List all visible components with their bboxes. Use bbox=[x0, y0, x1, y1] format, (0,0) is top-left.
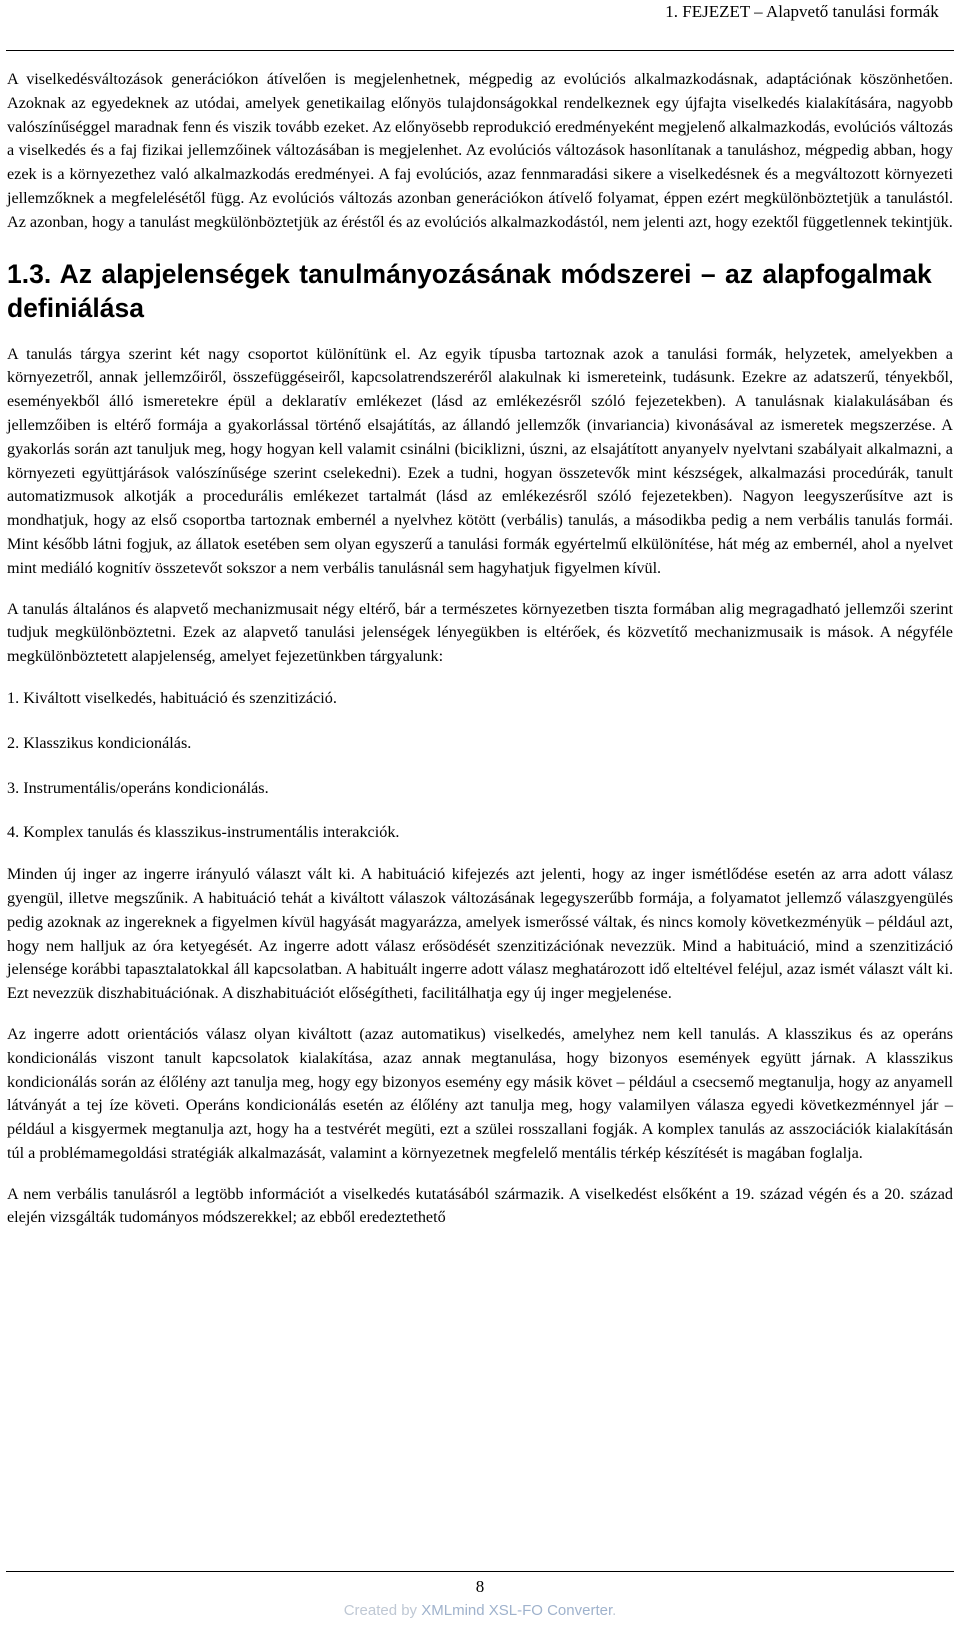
list-item: 4. Komplex tanulás és klasszikus-instrumentális interakciók. bbox=[7, 823, 400, 842]
paragraph-alapvento-mechanizmusok: A tanulás általános és alapvető mechanizmusait négy eltérő, bár a természetes környezetben tiszta formában alig megragadható jellemzői szerint tudjuk megkülönböztetni. Ezek az alapvető tanulási jelenségek lényegükben is eltérőek, és közvetítő mechanizmusaik is mások. A négyféle megkülönböztetett alapjelenség, amelyet fejezetünkben tárgyalunk: bbox=[7, 599, 953, 666]
list-item: 2. Klasszikus kondicionálás. bbox=[7, 733, 192, 752]
list-item: 1. Kiváltott viselkedés, habituáció és szenzitizáció. bbox=[7, 688, 337, 707]
paragraph-nem-verbalis-tanulas: A nem verbális tanulásról a legtöbb információt a viselkedés kutatásából származik. A viselkedést elsőként a 19. század végén és a 20. század elején vizsgálták tudományos módszerekkel; az ebből eredeztethető bbox=[7, 1184, 953, 1227]
section-heading: 1.3. Az alapjelenségek tanulmányozásának módszerei – az alapfogalmak definiálása bbox=[7, 258, 932, 323]
running-header bbox=[652, 0, 952, 24]
learning-phenomena-list bbox=[7, 687, 953, 845]
converter-watermark bbox=[0, 1601, 960, 1621]
intro-paragraph: A viselkedésváltozások generációkon átívelően is megjelenhetnek, mégpedig az evolúciós alkalmazkodásnak, adaptációnak köszönhetően. Azoknak az egyedeknek az utódai, amelyek genetikailag előnyös tulajdonságokkal rendelkeznek egy újfajta viselkedés kialakítására, nagyobb valószínűséggel maradnak fenn és viszik tovább ezeket. Az előnyösebb reprodukció eredményeként megjelenő alkalmazkodás, evolúciós változás a viselkedés és a faj fizikai jellemzőinek változásában is megjelenhet. Az evolúciós változások hasonlítanak a tanuláshoz, mégpedig abban, hogy ezek is a környezethez való alkalmazkodás eredményei. A faj evolúciós, azaz fennmaradási sikere a viselkedésnek és a megváltozott környezeti jellemzőknek a megfelelésétől függ. Az evolúciós változás azonban generációkon átívelő folyamat, éppen ezért megkülönböztetjük a tanulástól. Az azonban, hogy a tanulást megkülönböztetjük az éréstől és az evolúciós alkalmazkodástól, nem jelenti azt, hogy ezektől függetlennek tekintjük. bbox=[7, 70, 953, 231]
list-item: 3. Instrumentális/operáns kondicionálás. bbox=[7, 778, 269, 797]
watermark-suffix: . bbox=[612, 1602, 617, 1619]
converter-link[interactable]: XMLmind XSL-FO Converter bbox=[421, 1602, 613, 1619]
footer-divider bbox=[6, 1571, 954, 1572]
page-number: 8 bbox=[475, 1577, 485, 1596]
watermark-prefix: Created by bbox=[343, 1602, 422, 1619]
page-body bbox=[7, 68, 953, 1230]
paragraph-kondicionalas: Az ingerre adott orientációs válasz olyan kiváltott (azaz automatikus) viselkedés, amelyhez nem kell tanulás. A klasszikus és az operáns kondicionálás viszont tanult kapcsolatok kialakítása, azaz annak megtanulása, hogy bizonyos események együtt járnak. A klasszikus kondicionálás során az élőlény azt tanulja meg, hogy egy bizonyos esemény egy másik követ – például a csecsemő megtanulja, hogy az anyamell látványát a tej íze követi. Operáns kondicionálás esetén az élőlény azt tanulja meg, hogy valamilyen válasza egyedi következménnyel jár – például a kisgyermek megtanulja azt, hogy ha a testvérét megüti, ezt a szülei rosszallani fogják. A komplex tanulás az asszociációk kialakításán túl a problémamegoldási stratégiák alkalmazását, valamint a környezetnek megfelelő mentális térkép készítését is magában foglalja. bbox=[7, 1024, 953, 1162]
chapter-title: 1. FEJEZET – Alapvető tanulási formák bbox=[665, 2, 939, 21]
header-divider bbox=[6, 50, 954, 51]
paragraph-habituacio: Minden új inger az ingerre irányuló választ vált ki. A habituáció kifejezés azt jelenti, hogy az inger ismétlődése esetén az arra adott válasz gyengül, illetve megszűnik. A habituáció tehát a kiváltott válaszok változásának legegyszerűbb formája, a folyamatot jellemző válaszgyengülés pedig azoknak az ingereknek a figyelmen kívül hagyását magyarázza, amelyek ismerőssé váltak, és nincs komoly következményük – például azt, hogy nem halljuk az óra ketyegését. Az ingerre adott válasz erősödését szenzitizációnak nevezzük. Mind a habituáció, mind a szenzitizáció jelensége korábbi tapasztalatokkal áll kapcsolatban. A habituált ingerre adott válasz meghatározott idő elteltével feléjul, azaz ismét választ vált ki. Ezt nevezzük diszhabituációnak. A diszhabituációt előségítheti, facilitálhatja egy új inger megjelenése. bbox=[7, 865, 953, 1003]
paragraph-tanulas-targya: A tanulás tárgya szerint két nagy csoportot különítünk el. Az egyik típusba tartoznak azok a tanulási formák, helyzetek, amelyekben a környezetről, annak jellemzőiről, összefüggéseiről, kapcsolatrendszeréről alakulnak ki ismereteink, tudásunk. Ezekre az adatszerű, tényekből, eseményekből álló ismeretekre épül a deklaratív emlékezet (lásd az emlékezésről szóló fejezetekben). A tanulásnak kialakulásában és jellemzőiben is eltérő formája a gyakorlással történő elsajátítás, az állandó jellemzők (invariancia) kivonásával az ismeretek megszerzése. A gyakorlás során azt tanuljuk meg, hogy hogyan kell valamit csinálni (biciklizni, úszni, az elsajátított anyanyelv nyelvtani szabályait alkalmazni, a környezeti együttjárások valószínűsége szerint cselekedni). Ezek a tudni, hogyan összetevők mint készségek, alkalmazási procedúrák, tanult automatizmusok alkotják a procedurális emlékezet tartalmát (lásd az emlékezésről szóló fejezetekben). Nagyon leegyszerűsítve azt is mondhatjuk, hogy az első csoportba tartoznak embernél a nyelvhez kötött (verbális) tanulás, a másodikba pedig a nem verbális tanulás formái. Mint később látni fogjuk, az állatok esetében sem olyan egyszerű a tanulási formák egyértelmű elkülönítése, hát még az embernél, ahol a nyelvet mint mediáló kognitív összetevőt sokszor a nem verbális tanulásnál sem hagyhatjuk figyelmen kívül. bbox=[7, 344, 953, 577]
